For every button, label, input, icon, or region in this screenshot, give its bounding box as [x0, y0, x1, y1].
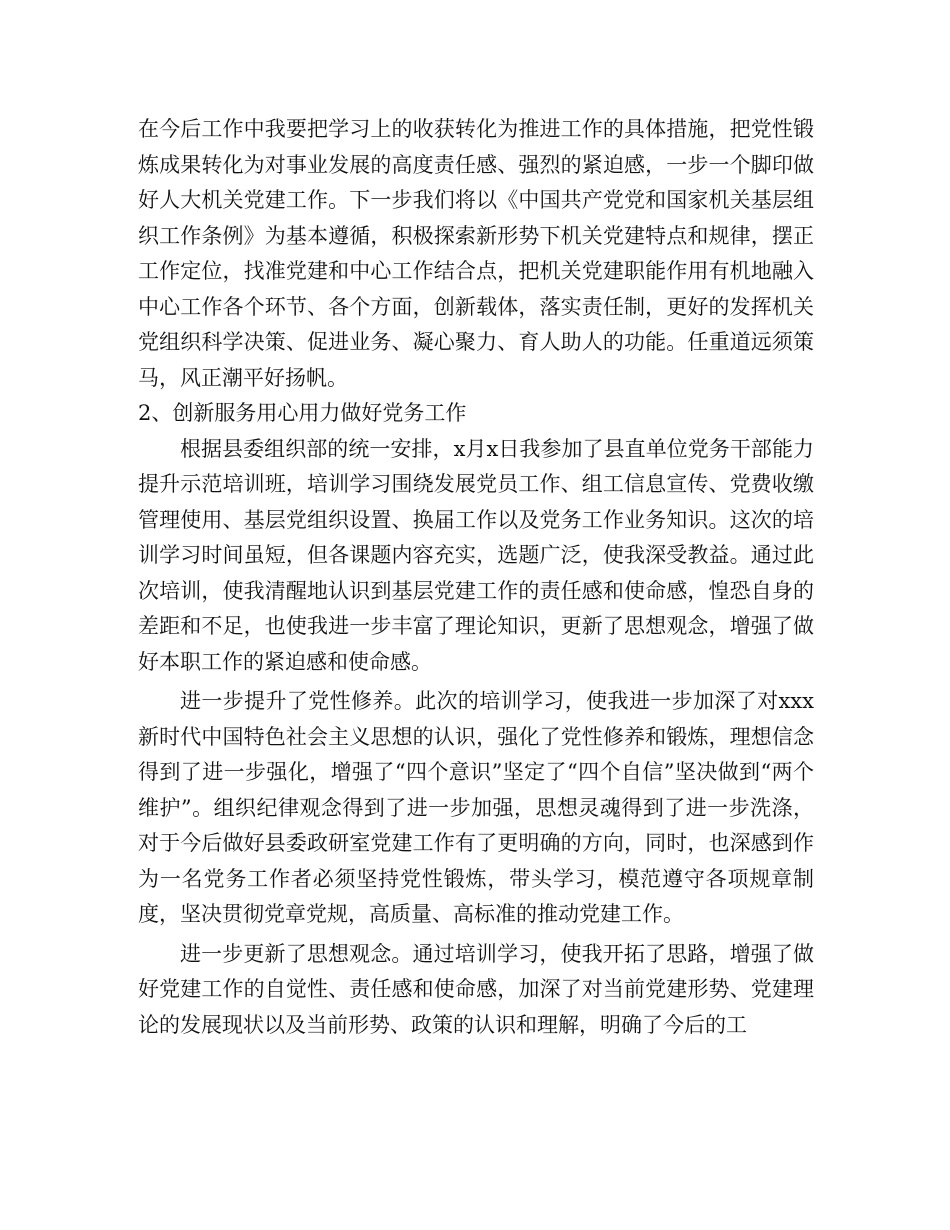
document-body: [138, 112, 814, 1043]
paragraph-work-plan: 在今后工作中我要把学习上的收获转化为推进工作的具体措施，把党性锻炼成果转化为对事业发展的高度责任感、强烈的紧迫感，一步一个脚印做好人大机关党建工作。下一步我们将以《中国共产党党和国家机关基层组织工作条例》为基本遵循，积极探索新形势下机关党建特点和规律，摆正工作定位，找准党建和中心工作结合点，把机关党建职能作用有机地融入中心工作各个环节、各个方面，创新载体，落实责任制，更好的发挥机关党组织科学决策、促进业务、凝心聚力、育人助人的功能。任重道远须策马，风正潮平好扬帆。: [138, 117, 814, 390]
paragraph-training-overview: 根据县委组织部的统一安排，x月x日我参加了县直单位党务干部能力提升示范培训班，培训学习围绕发展党员工作、组工信息宣传、党费收缴管理使用、基层党组织设置、换届工作以及党务工作业务知识。这次的培训学习时间虽短，但各课题内容充实，选题广泛，使我深受教益。通过此次培训，使我清醒地认识到基层党建工作的责任感和使命感，惶恐自身的差距和不足，也使我进一步丰富了理论知识，更新了思想观念，增强了做好本职工作的紧迫感和使命感。: [138, 436, 814, 674]
section-heading: 2、创新服务用心用力做好党务工作: [138, 401, 467, 425]
paragraph-party-spirit: 进一步提升了党性修养。此次的培训学习，使我进一步加深了对xxx新时代中国特色社会主义思想的认识，强化了党性修养和锻炼，理想信念得到了进一步强化，增强了“四个意识”坚定了“四个自信”坚决做到“两个维护”。组织纪律观念得到了进一步加强，思想灵魂得到了进一步洗涤，对于今后做好县委政研室党建工作有了更明确的方向，同时，也深感到作为一名党务工作者必须坚持党性锻炼，带头学习，模范遵守各项规章制度，坚决贯彻党章党规，高质量、高标准的推动党建工作。: [138, 689, 814, 926]
paragraph-thinking-update: 进一步更新了思想观念。通过培训学习，使我开拓了思路，增强了做好党建工作的自觉性、责任感和使命感，加深了对当前党建形势、党建理论的发展现状以及当前形势、政策的认识和理解，明确了今后的工: [138, 941, 814, 1037]
